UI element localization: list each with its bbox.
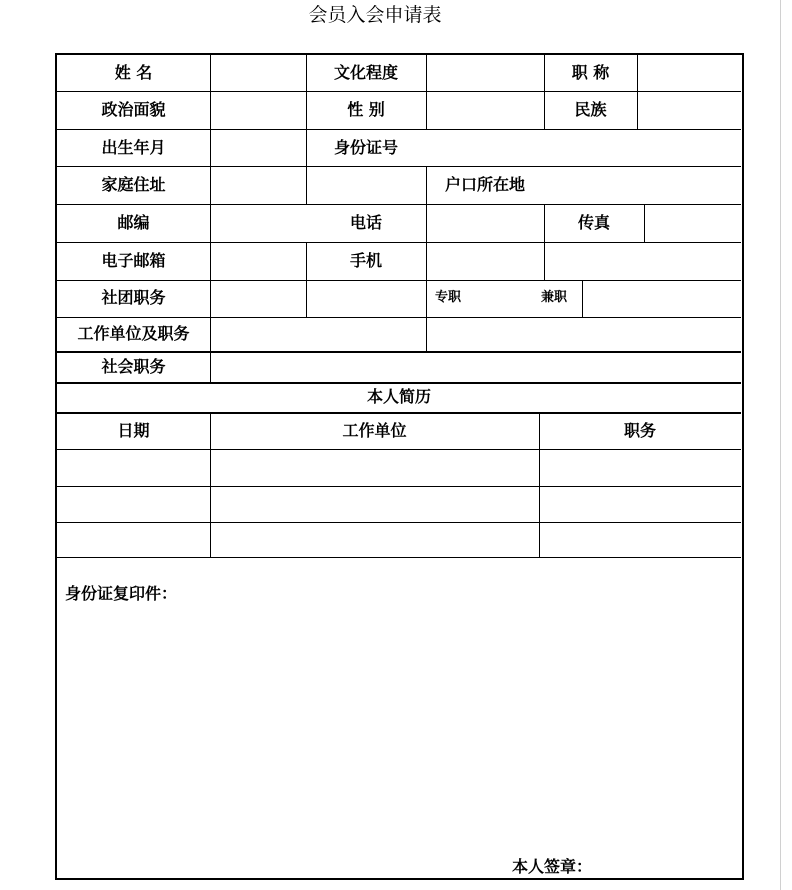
- label-gender: 性 别: [347, 100, 385, 119]
- label-hukou: 户口所在地: [444, 175, 525, 194]
- row-divider: [57, 91, 741, 92]
- row-divider: [57, 317, 741, 318]
- col-divider: [426, 280, 427, 351]
- label-fulltime: 专职: [435, 290, 462, 305]
- row-divider: [57, 129, 741, 130]
- resume-col-work-unit: 工作单位: [342, 421, 407, 440]
- label-phone: 电话: [349, 213, 382, 232]
- label-education: 文化程度: [333, 63, 398, 82]
- row-divider: [57, 382, 741, 384]
- page-edge-line: [780, 0, 781, 890]
- row-divider: [57, 351, 741, 353]
- label-address: 家庭住址: [101, 175, 166, 194]
- label-politics: 政治面貌: [101, 100, 166, 119]
- row-divider: [57, 486, 741, 487]
- row-divider: [57, 242, 741, 243]
- label-ethnicity: 民族: [574, 100, 607, 119]
- label-title-rank: 职 称: [571, 63, 610, 82]
- label-email: 电子邮箱: [101, 251, 166, 270]
- row-divider: [57, 557, 741, 558]
- label-name: 姓 名: [114, 63, 153, 82]
- row-divider: [57, 449, 741, 450]
- label-parttime: 兼职: [541, 290, 568, 305]
- application-form-table: [55, 53, 744, 880]
- label-work-unit-post: 工作单位及职务: [77, 324, 190, 343]
- row-divider: [57, 522, 741, 523]
- label-social-post: 社会职务: [101, 357, 166, 376]
- label-postcode: 邮编: [117, 213, 150, 232]
- resume-header: 本人简历: [366, 387, 431, 406]
- label-mobile: 手机: [349, 251, 382, 270]
- resume-col-date: 日期: [117, 421, 150, 440]
- col-divider: [210, 55, 211, 382]
- col-divider: [426, 55, 427, 129]
- label-signature: 本人签章：: [512, 857, 593, 876]
- form-title: 会员入会申请表: [308, 4, 442, 26]
- row-divider: [57, 166, 741, 167]
- label-id-copy: 身份证复印件：: [65, 584, 178, 603]
- col-divider: [306, 166, 307, 204]
- col-divider: [582, 280, 583, 317]
- row-divider: [57, 204, 741, 205]
- row-divider: [57, 412, 741, 414]
- col-divider: [637, 55, 638, 129]
- row-divider: [57, 280, 741, 281]
- label-assoc-post: 社团职务: [101, 288, 166, 307]
- label-fax: 传真: [577, 213, 610, 232]
- label-id-number: 身份证号: [333, 138, 398, 157]
- col-divider: [644, 204, 645, 242]
- label-birth: 出生年月: [101, 138, 166, 157]
- resume-col-post: 职务: [623, 421, 656, 440]
